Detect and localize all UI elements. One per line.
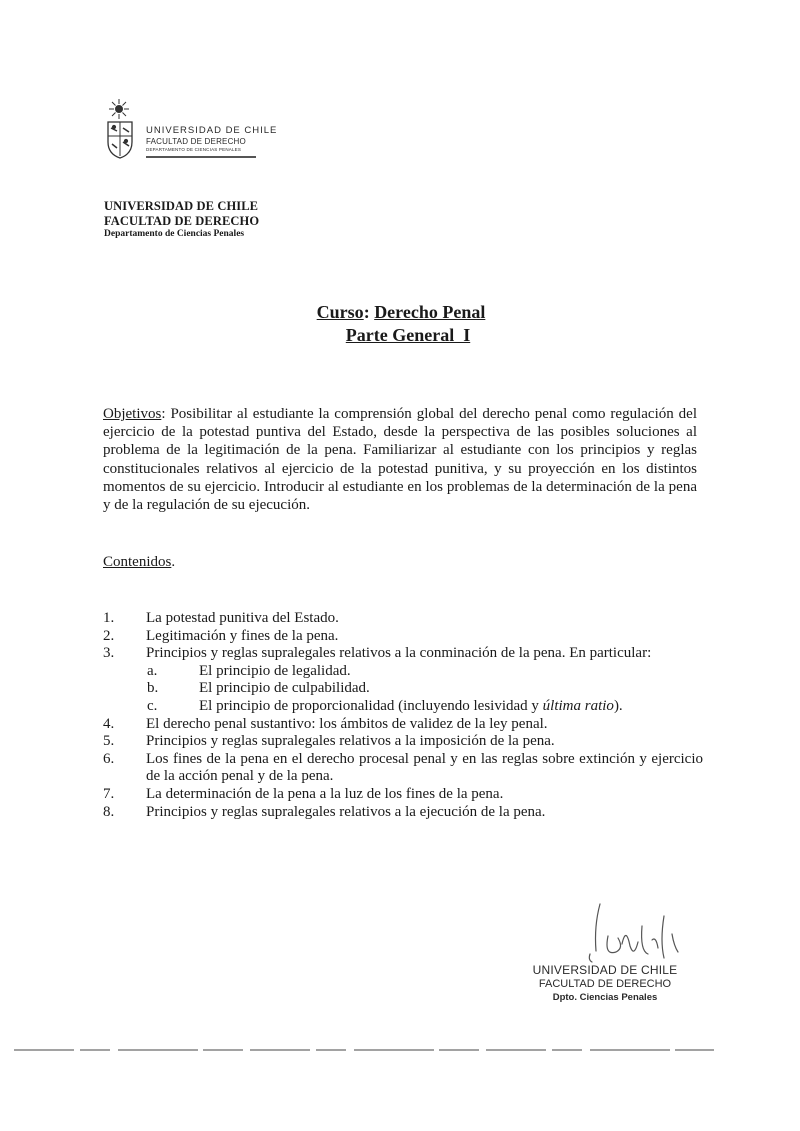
sub-item-letter: c. — [147, 697, 158, 714]
list-item — [103, 786, 703, 804]
list-item-number: 1. — [103, 610, 115, 626]
sub-item-text-start: El principio de proporcionalidad (incluyendo lesividad y — [199, 697, 543, 714]
sub-list-item — [103, 680, 703, 698]
stamp-faculty: FACULTAD DE DERECHO — [538, 978, 672, 990]
list-item — [103, 628, 703, 646]
handwritten-signature — [560, 896, 690, 966]
list-item-text: Legitimación y fines de la pena. — [146, 627, 339, 644]
course-name: Derecho Penal — [374, 302, 486, 322]
list-item — [103, 733, 703, 751]
list-item — [103, 716, 703, 734]
sub-item-text — [199, 698, 703, 716]
contents-heading — [103, 554, 175, 571]
university-logo — [104, 98, 324, 170]
list-item-number: 7. — [103, 785, 115, 802]
department-stamp — [520, 963, 690, 1004]
list-item-number: 3. — [103, 645, 115, 662]
logo-department: DEPARTAMENTO DE CIENCIAS PENALES — [146, 146, 242, 152]
list-item-number: 6. — [103, 750, 115, 767]
list-item-number: 5. — [103, 733, 115, 750]
list-item-text: El derecho penal sustantivo: los ámbitos de validez de la ley penal. — [146, 715, 548, 732]
university-crest-icon — [104, 98, 144, 162]
list-item-number: 8. — [103, 803, 115, 820]
list-item — [103, 804, 703, 822]
objectives-paragraph — [103, 405, 697, 514]
objectives-text: : Posibilitar al estudiante la comprensión global del derecho penal como regulación del ejercicio de la potestad puntiva del Estado, desde la perspectiva de las posibles soluciones al problema de la legitimación de la pena. Familiarizar al estudiante con los principios y reglas constitucionales relativos al ejercicio de la potestad punitiva, y su proyección en los distintos momentos de su ejercicio. Introducir al estudiante en los problemas de la determinación de la pena y de la regulación de su ejecución. — [103, 406, 697, 514]
footer-divider — [14, 1049, 714, 1051]
logo-text — [146, 126, 277, 158]
list-item-text: Principios y reglas supralegales relativos a la conminación de la pena. En particular: — [146, 645, 652, 662]
logo-faculty: FACULTAD DE DERECHO — [146, 136, 246, 146]
list-item-number: 4. — [103, 715, 115, 732]
sub-item-letter: b. — [147, 680, 159, 697]
list-item-number: 2. — [103, 627, 115, 644]
sub-item-text: El principio de culpabilidad. — [199, 680, 370, 697]
institution-university: UNIVERSIDAD DE CHILE — [104, 199, 259, 213]
contents-list — [103, 610, 703, 821]
course-title — [0, 301, 800, 346]
contents-label: Contenidos — [103, 554, 172, 570]
stamp-department: Dpto. Ciencias Penales — [552, 991, 658, 1003]
institution-header — [104, 199, 259, 240]
sub-item-text: El principio de legalidad. — [199, 662, 351, 679]
course-part-line — [0, 324, 800, 347]
list-item-text: Principios y reglas supralegales relativos a la ejecución de la pena. — [146, 803, 546, 820]
sub-item-letter: a. — [147, 662, 158, 679]
course-name-line — [0, 301, 800, 324]
sub-list-item — [103, 698, 703, 716]
objectives-label: Objetivos — [103, 406, 162, 422]
list-item-text: Principios y reglas supralegales relativos a la imposición de la pena. — [146, 733, 555, 750]
contents-suffix: . — [171, 554, 176, 570]
list-item-text: La determinación de la pena a la luz de los fines de la pena. — [146, 785, 504, 802]
sub-list-item — [103, 663, 703, 681]
list-item-text: Los fines de la pena en el derecho procesal penal y en las reglas sobre extinción y ejercicio de la acción penal y de la pena. — [146, 750, 703, 785]
list-item — [103, 645, 703, 663]
list-item-text: La potestad punitiva del Estado. — [146, 610, 339, 626]
sub-item-text-end: ). — [613, 697, 623, 714]
logo-university: UNIVERSIDAD DE CHILE — [146, 125, 278, 136]
institution-department: Departamento de Ciencias Penales — [104, 228, 245, 239]
course-colon: : — [363, 302, 370, 322]
sub-item-italic: última ratio — [542, 697, 614, 714]
list-item — [103, 751, 703, 786]
list-item — [103, 610, 703, 628]
stamp-university: UNIVERSIDAD DE CHILE — [532, 963, 678, 977]
institution-faculty: FACULTAD DE DERECHO — [104, 213, 260, 228]
logo-divider — [146, 156, 256, 158]
course-label: Curso — [316, 302, 364, 322]
course-part: Parte General I — [345, 324, 471, 345]
